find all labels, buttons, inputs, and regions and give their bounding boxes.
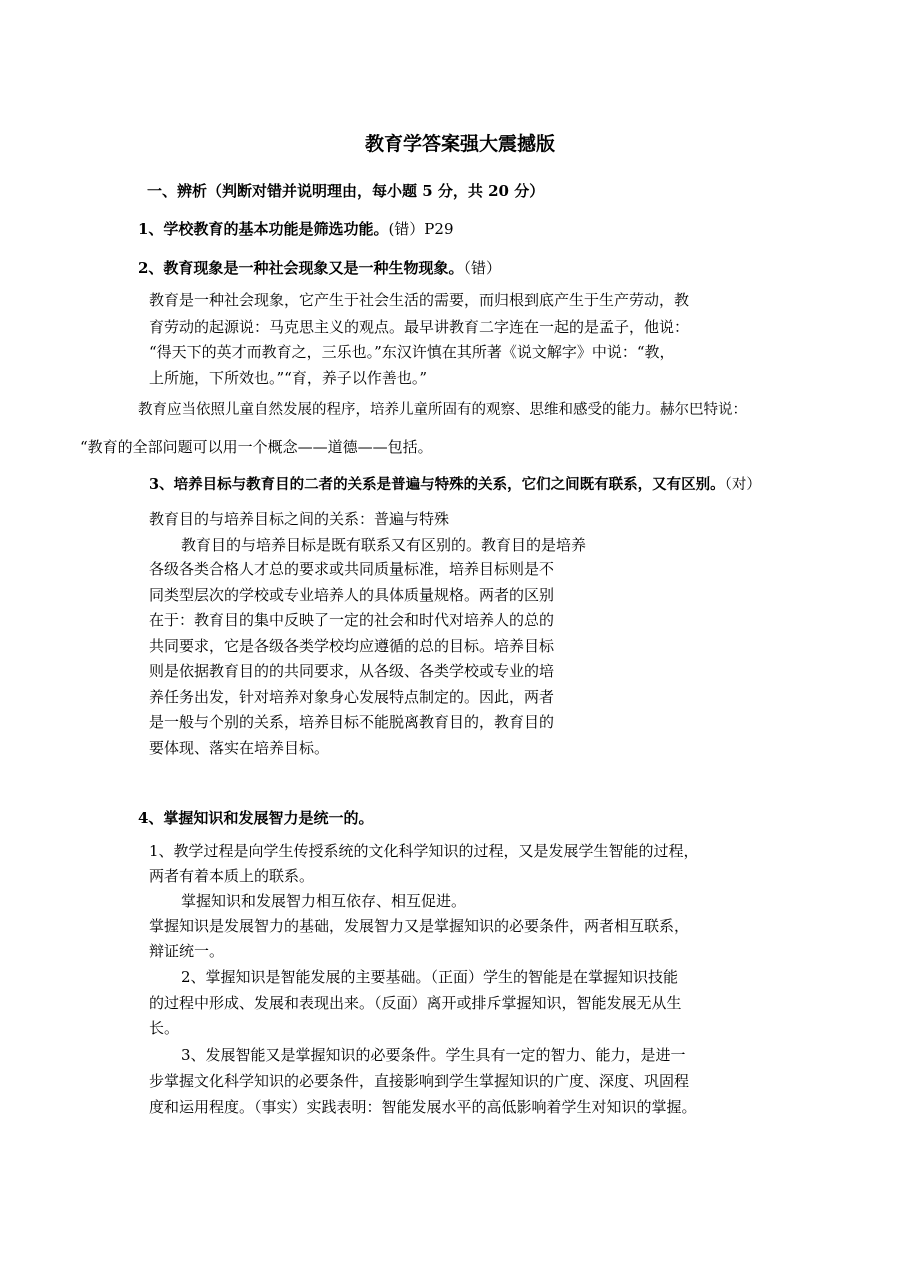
question-3-answer-line: 共同要求，它是各级各类学校均应遵循的总的目标。培养目标 [149, 637, 555, 655]
question-4-answer-line: 辩证统一。 [149, 942, 225, 960]
question-3-answer-line: 同类型层次的学校或专业培养人的具体质量规格。两者的区别 [149, 586, 555, 604]
question-3-verdict: （对） [724, 477, 761, 493]
question-3 [149, 475, 761, 495]
question-2-verdict: （错） [463, 259, 501, 277]
question-3-answer-line: 是一般与个别的关系，培养目标不能脱离教育目的，教育目的 [149, 713, 555, 731]
question-1-statement: 1、学校教育的基本功能是筛选功能。 [138, 220, 389, 238]
question-4-answer-line: 掌握知识和发展智力相互依存、相互促进。 [181, 892, 467, 910]
question-2-answer-line: 教育是一种社会现象，它产生于社会生活的需要，而归根到底产生于生产劳动，教 [149, 291, 690, 309]
question-3-answer-line: 教育目的与培养目标之间的关系：普遍与特殊 [149, 510, 450, 528]
question-2 [138, 258, 501, 278]
question-4-answer-line: 步掌握文化科学知识的必要条件，直接影响到学生掌握知识的广度、深度、巩固程 [149, 1072, 690, 1090]
question-4-answer-line: 的过程中形成、发展和表现出来。（反面）离开或排斥掌握知识，智能发展无从生 [149, 994, 682, 1012]
question-4-answer-line: 2、掌握知识是智能发展的主要基础。（正面）学生的智能是在掌握知识技能 [181, 968, 679, 986]
question-3-answer-line: 在于：教育目的集中反映了一定的社会和时代对培养人的总的 [149, 611, 555, 629]
question-2-answer-line: “教育的全部问题可以用一个概念——道德——包括。 [80, 438, 433, 456]
question-4-answer-line: 3、发展智能又是掌握知识的必要条件。学生具有一定的智力、能力，是进一 [181, 1046, 686, 1064]
page-title: 教育学答案强大震撼版 [364, 133, 555, 155]
question-4-answer-line: 1、教学过程是向学生传授系统的文化科学知识的过程，又是发展学生智能的过程， [149, 842, 699, 860]
question-3-answer-line: 则是依据教育目的的共同要求，从各级、各类学校或专业的培 [149, 662, 555, 680]
question-4-answer-line: 度和运用程度。（事实）实践表明：智能发展水平的高低影响着学生对知识的掌握。 [149, 1098, 697, 1116]
question-3-answer-line: 要体现、落实在培养目标。 [149, 739, 330, 757]
question-1-verdict: (错）P29 [388, 220, 454, 238]
question-3-answer-line: 各级各类合格人才总的要求或共同质量标准，培养目标则是不 [149, 560, 555, 578]
question-2-answer-line: 上所施，下所效也。”“育，养子以作善也。” [149, 369, 428, 387]
question-1 [138, 219, 454, 239]
question-3-statement: 3、培养目标与教育目的二者的关系是普遍与特殊的关系，它们之间既有联系，又有区别。 [149, 476, 725, 493]
question-4-statement: 4、掌握知识和发展智力是统一的。 [138, 809, 374, 827]
section-heading: 一、辨析（判断对错并说明理由，每小题 5 分，共 20 分） [147, 182, 545, 200]
question-2-answer-line: “得天下的英才而教育之，三乐也。”东汉许慎在其所著《说文解字》中说：“教， [149, 343, 675, 361]
question-2-answer-line: 教育应当依照儿童自然发展的程序，培养儿童所固有的观察、思维和感受的能力。赫尔巴特说： [138, 402, 747, 418]
question-2-answer-line: 育劳动的起源说：马克思主义的观点。最早讲教育二字连在一起的是孟子，他说： [149, 318, 690, 336]
question-2-statement: 2、教育现象是一种社会现象又是一种生物现象。 [138, 259, 464, 277]
question-3-answer-line: 教育目的与培养目标是既有联系又有区别的。教育目的是培养 [181, 536, 587, 554]
question-3-answer-line: 养任务出发，针对培养对象身心发展特点制定的。因此，两者 [149, 688, 555, 706]
question-4-answer-line: 长。 [149, 1019, 180, 1037]
question-4-answer-line: 两者有着本质上的联系。 [149, 867, 315, 885]
question-4-answer-line: 掌握知识是发展智力的基础，发展智力又是掌握知识的必要条件，两者相互联系， [149, 917, 690, 935]
